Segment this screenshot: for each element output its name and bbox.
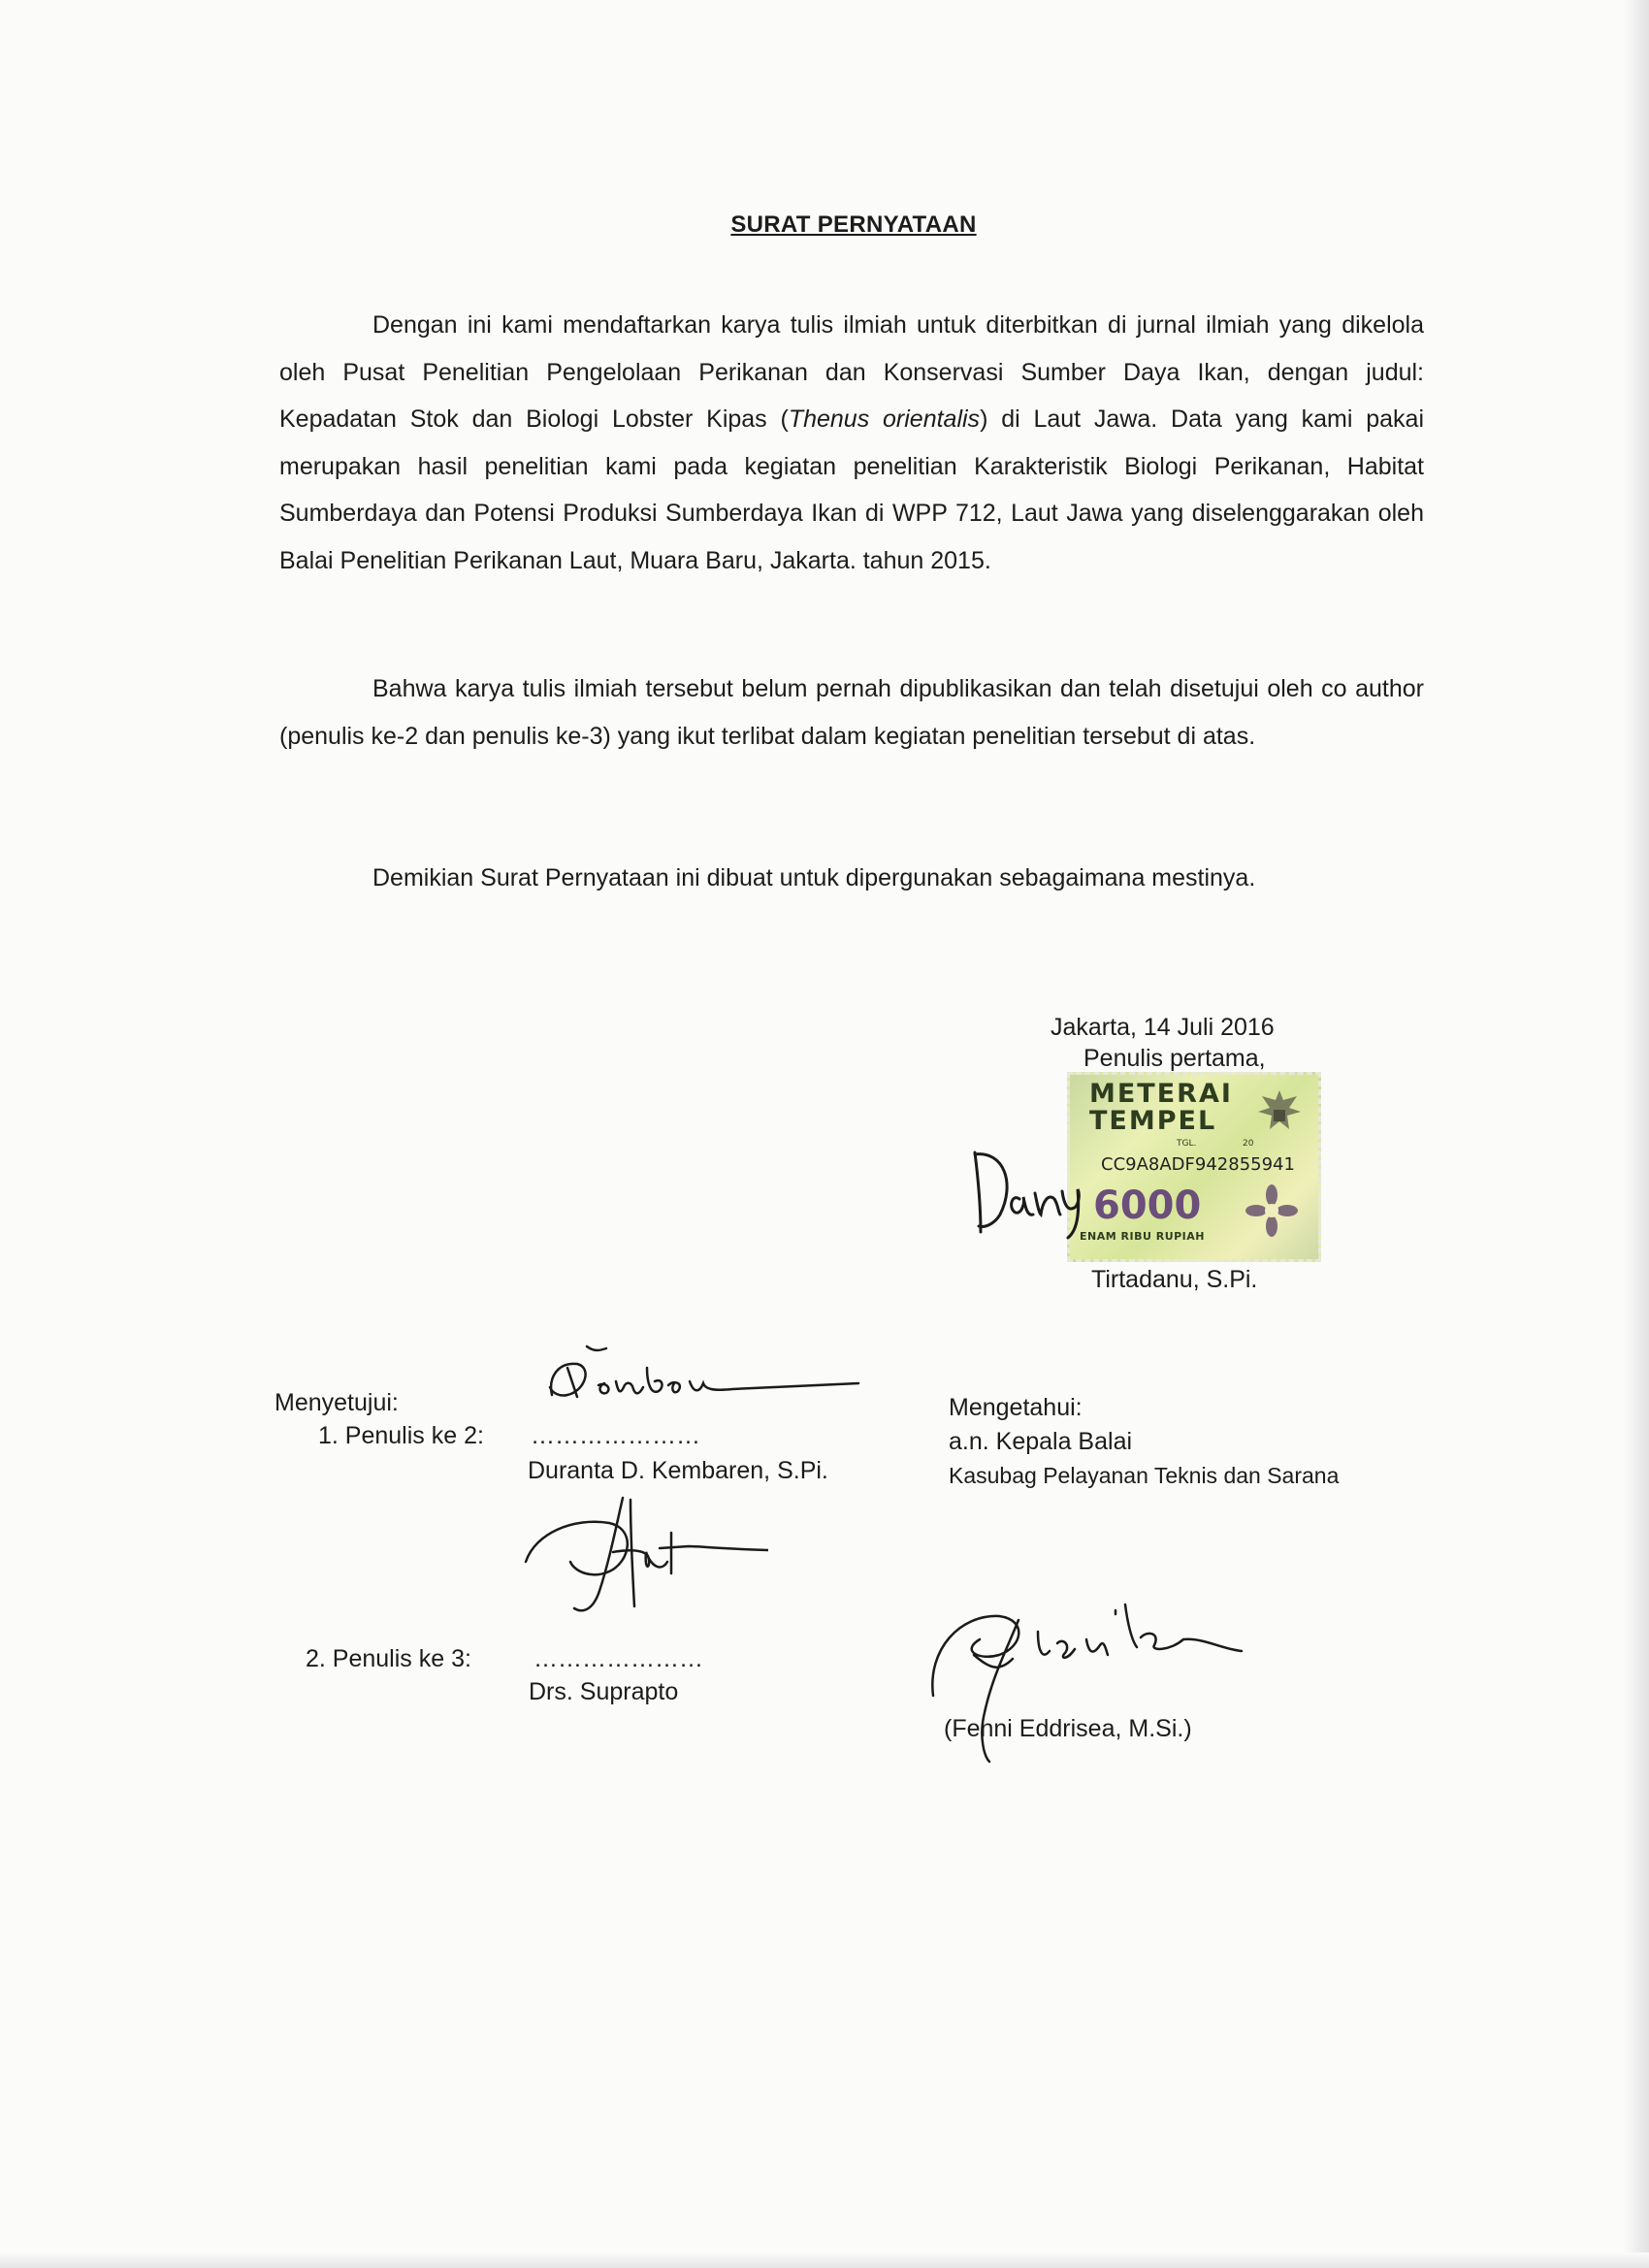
- author2-name: Duranta D. Kembaren, S.Pi.: [528, 1457, 828, 1484]
- revenue-stamp: [1067, 1072, 1321, 1262]
- stamp-tgl: TGL.: [1177, 1139, 1197, 1149]
- author2-signature-icon: [538, 1339, 868, 1416]
- author3-name: Drs. Suprapto: [529, 1678, 679, 1705]
- acknowledge-position: Kasubag Pelayanan Teknis dan Sarana: [949, 1463, 1340, 1488]
- stamp-tgl-number: 20: [1243, 1139, 1254, 1149]
- paragraph-1-text-a: Dengan ini kami mendaftarkan karya tulis ilmiah untuk diterbitkan di jurnal ilmiah yang dikelola oleh Pusat Penelitian Pengelolaan Perikanan dan Konservasi Sumber Daya Ikan, dengan judul: Kepadatan Stok dan Biologi Lobster Kipas (: [279, 311, 1424, 433]
- author2-label: 1. Penulis ke 2:: [318, 1422, 484, 1449]
- stamp-value-text: ENAM RIBU RUPIAH: [1080, 1230, 1205, 1243]
- place-date: Jakarta, 14 Juli 2016: [1051, 1014, 1275, 1041]
- author3-label: 2. Penulis ke 3:: [306, 1645, 471, 1672]
- approve-label: Menyetujui:: [275, 1389, 399, 1416]
- author3-signature-icon: [516, 1494, 768, 1620]
- acknowledge-label: Mengetahui:: [949, 1394, 1083, 1421]
- author3-dots: …………………: [534, 1645, 703, 1672]
- stamp-serial: CC9A8ADF942855941: [1101, 1154, 1295, 1175]
- paragraph-1-text-b: ) di Laut Jawa. Data yang kami pakai merupakan hasil penelitian kami pada kegiatan penelitian Karakteristik Biologi Perikanan, Habitat Sumberdaya dan Potensi Produksi Sumberdaya Ikan di WPP 712, Laut Jawa yang diselenggarakan oleh Balai Penelitian Perikanan Laut, Muara Baru, Jakarta. tahun 2015.: [279, 405, 1425, 574]
- stamp-line2: TEMPEL: [1089, 1106, 1217, 1136]
- scan-edge-right: [1624, 0, 1649, 2268]
- acknowledge-on-behalf: a.n. Kepala Balai: [949, 1428, 1133, 1455]
- flower-ornament-icon: [1245, 1183, 1299, 1238]
- author2-dots: …………………: [531, 1422, 700, 1449]
- paragraph-3: Demikian Surat Pernyataan ini dibuat untuk dipergunakan sebagaimana mestinya.: [372, 864, 1256, 891]
- species-name: Thenus orientalis: [788, 405, 981, 433]
- document-title: SURAT PERNYATAAN: [730, 211, 977, 238]
- paragraph-2: Bahwa karya tulis ilmiah tersebut belum pernah dipublikasikan dan telah disetujui oleh co author (penulis ke-2 dan penulis ke-3) yang ikut terlibat dalam kegiatan penelitian tersebut di atas.: [279, 675, 1424, 750]
- stamp-line1: METERAI: [1089, 1079, 1233, 1109]
- first-author-name: Tirtadanu, S.Pi.: [1091, 1266, 1258, 1293]
- garuda-emblem-icon: [1254, 1086, 1305, 1143]
- first-author-label: Penulis pertama,: [1083, 1045, 1266, 1072]
- scan-edge-bottom: [0, 2252, 1649, 2268]
- paragraph-1: [279, 302, 1424, 584]
- head-name: (Fenni Eddrisea, M.Si.): [944, 1715, 1192, 1742]
- stamp-value: 6000: [1093, 1183, 1202, 1228]
